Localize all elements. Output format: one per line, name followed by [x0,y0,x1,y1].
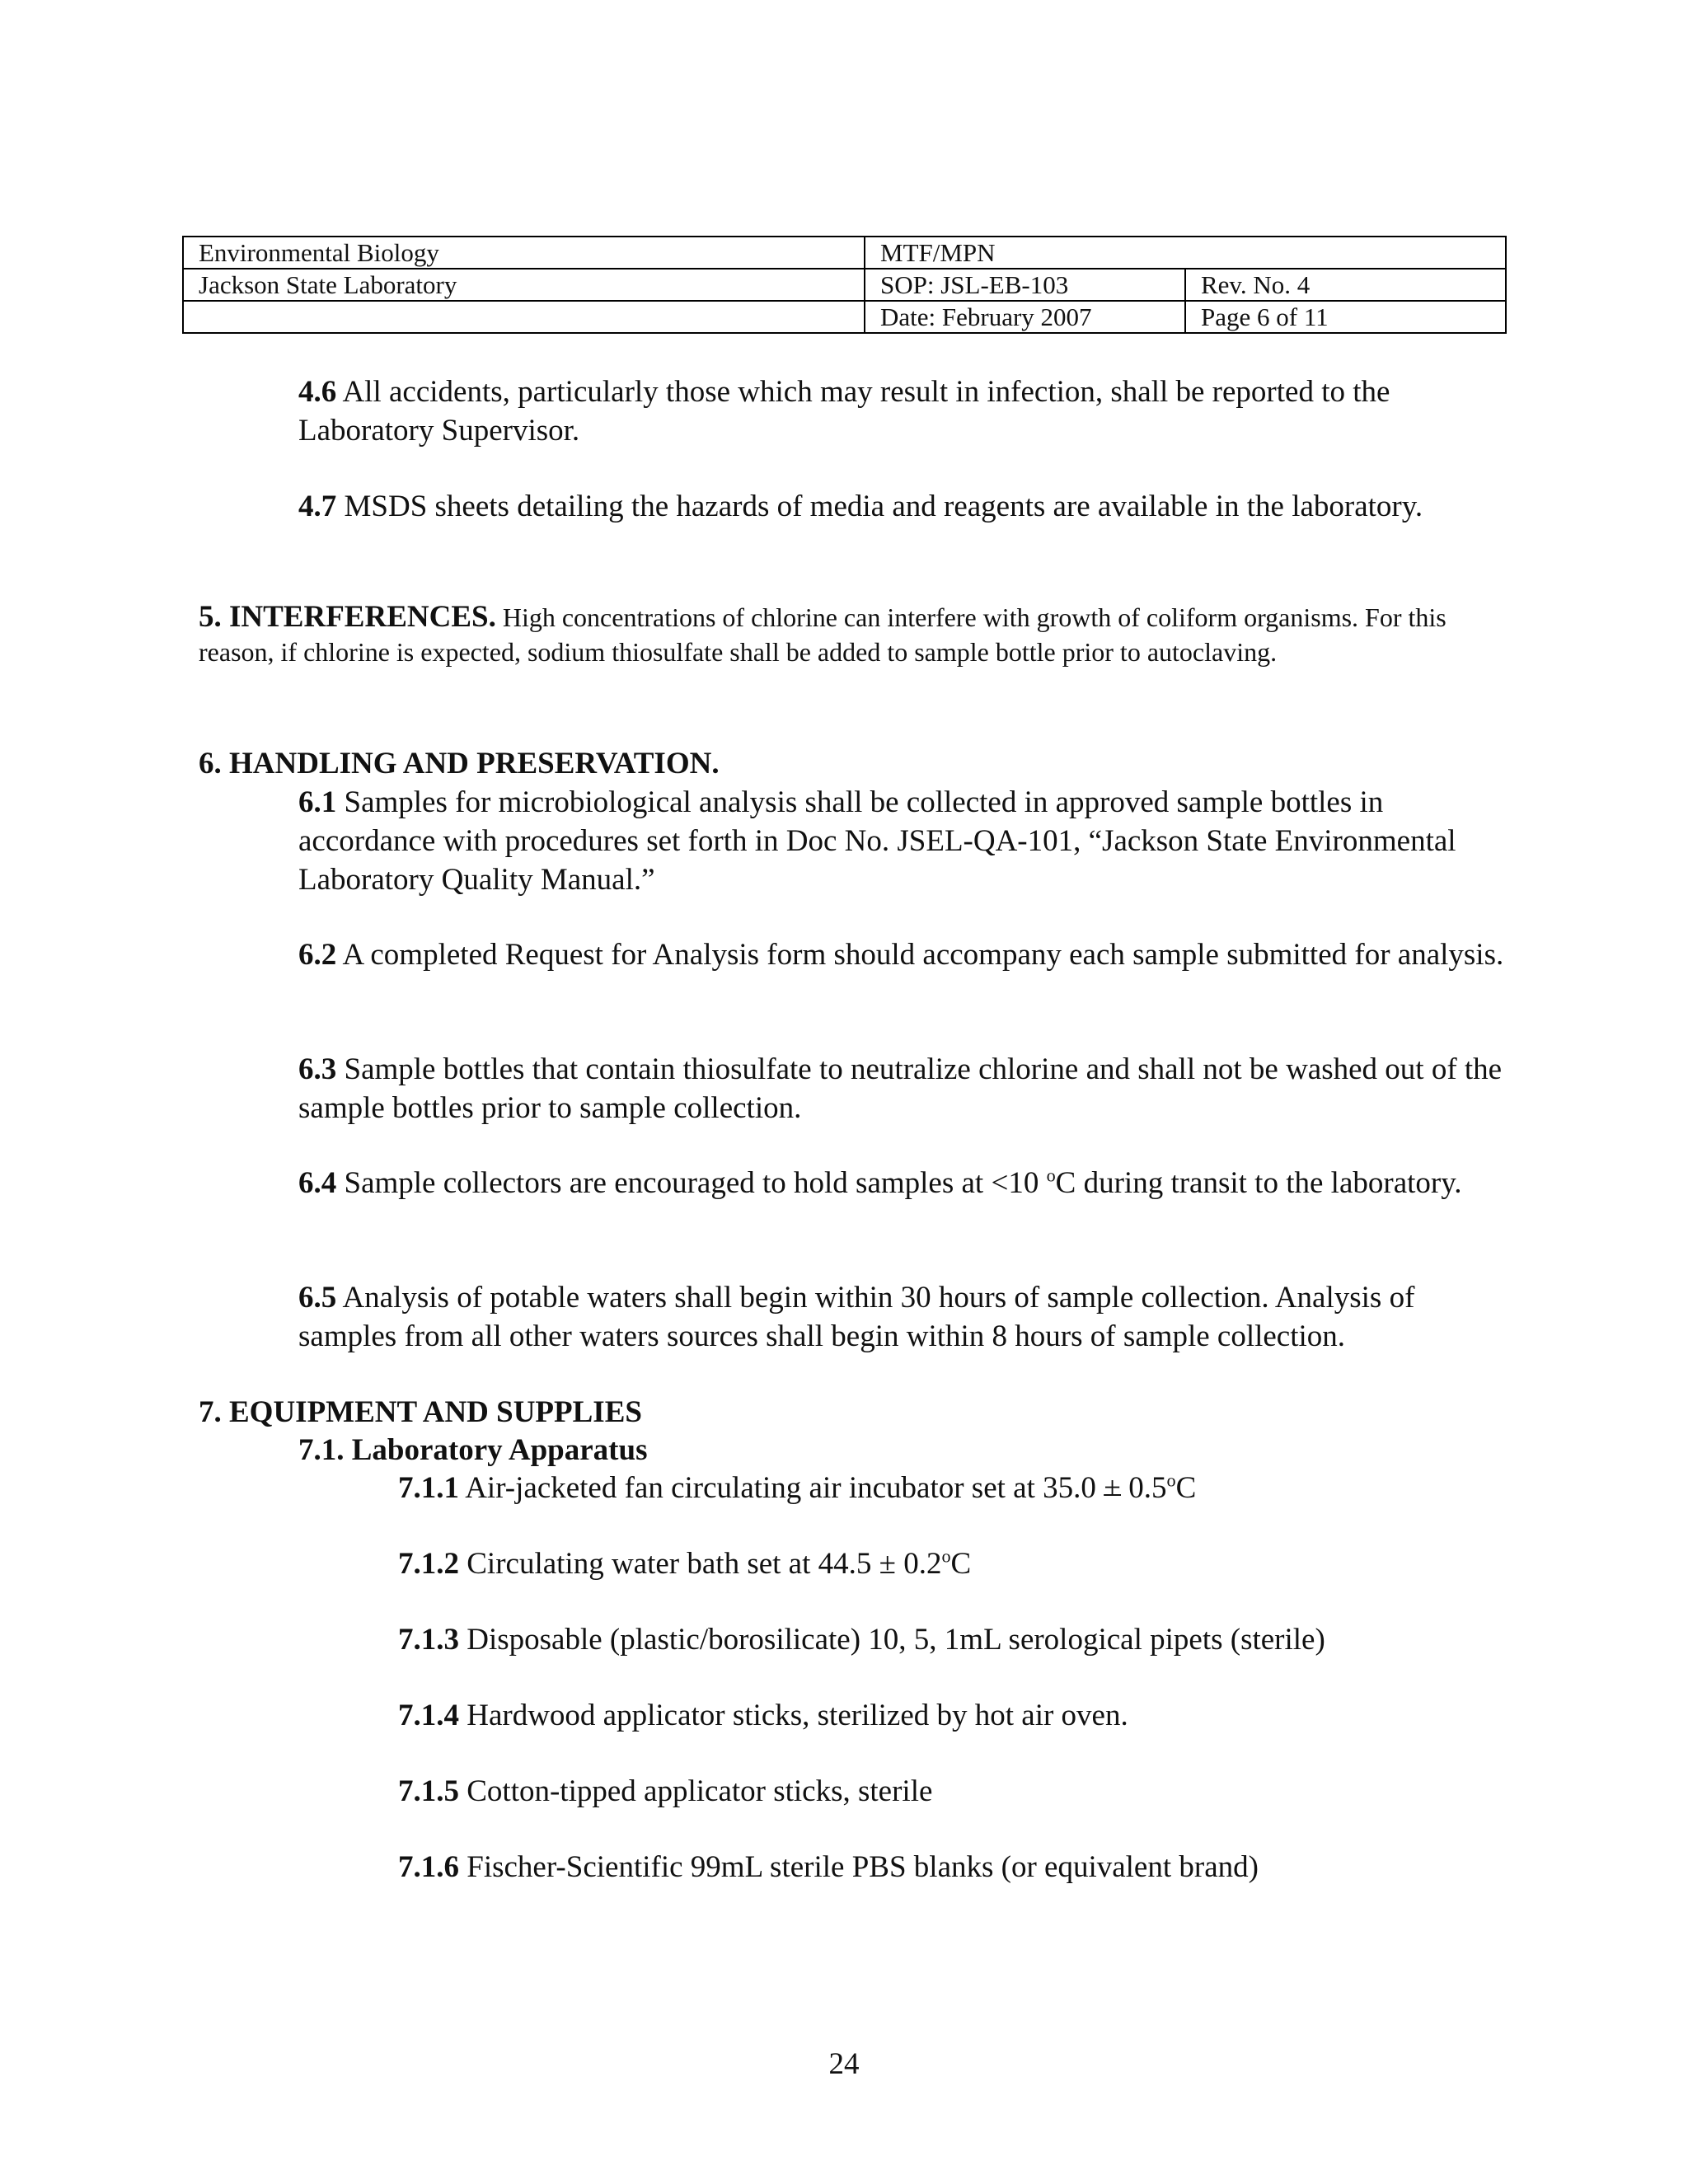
degree-superscript: o [1166,1469,1176,1491]
header-date: Date: February 2007 [865,301,1185,333]
item-7-1-5 [398,1772,1507,1811]
degree-superscript: o [1046,1165,1056,1186]
header-empty-cell [183,301,865,333]
item-7-1-2 [398,1544,1507,1583]
item-text: All accidents, particularly those which may result in infection, shall be reported to the Laboratory Supervisor. [298,375,1390,448]
paragraph-4-6 [298,373,1510,450]
header-method: MTF/MPN [865,237,1506,269]
header-sop: SOP: JSL-EB-103 [865,269,1185,301]
item-text: C during transit to the laboratory. [1055,1166,1462,1200]
item-text: Fischer-Scientific 99mL sterile PBS blanks (or equivalent brand) [459,1850,1259,1884]
item-7-1-6 [398,1848,1507,1886]
item-number: 6.3 [298,1052,337,1086]
page-number: 24 [828,2047,860,2081]
header-lab: Jackson State Laboratory [183,269,865,301]
header-row [183,269,1506,301]
header-row [183,301,1506,333]
item-text: Disposable (plastic/borosilicate) 10, 5, 1mL serological pipets (sterile) [459,1623,1325,1657]
item-text: Sample bottles that contain thiosulfate to neutralize chlorine and shall not be washed out of the sample bottles prior to sample collection. [298,1052,1503,1125]
subsection-7-1-heading: 7.1. Laboratory Apparatus [298,1433,648,1467]
item-text: Analysis of potable waters shall begin within 30 hours of sample collection. Analysis of samples from all other waters sources shall begin within 8 hours of sample collection. [298,1281,1415,1353]
paragraph-6-3 [298,1050,1510,1127]
item-number: 7.1.2 [398,1547,459,1581]
header-page: Page 6 of 11 [1185,301,1506,333]
document-header-table [182,236,1507,334]
item-number: 6.4 [298,1166,337,1200]
header-rev: Rev. No. 4 [1185,269,1506,301]
section-text: High concentrations of chlorine can interfere with growth of coliform organisms. For this reason, if chlorine is expected, sodium thiosulfate shall be added to sample bottle prior to autoclaving. [199,602,1447,667]
item-7-1-1 [398,1469,1507,1507]
section-heading: 5. INTERFERENCES. [199,600,496,634]
item-number: 6.2 [298,938,337,972]
item-text: MSDS sheets detailing the hazards of media and reagents are available in the laboratory. [336,490,1423,523]
degree-superscript: o [941,1545,951,1567]
item-number: 7.1.3 [398,1623,459,1657]
item-text: C [950,1547,972,1581]
section-5-interferences [199,600,1501,669]
section-6-heading: 6. HANDLING AND PRESERVATION. [199,747,720,780]
header-org: Environmental Biology [183,237,865,269]
item-number: 7.1.5 [398,1774,459,1808]
item-7-1-3 [398,1620,1507,1659]
paragraph-6-1 [298,783,1510,899]
item-number: 7.1.4 [398,1699,459,1732]
item-number: 6.1 [298,785,337,819]
item-text: Hardwood applicator sticks, sterilized by hot air oven. [459,1699,1128,1732]
paragraph-4-7 [298,487,1510,526]
paragraph-6-4 [298,1164,1510,1202]
item-7-1-4 [398,1696,1507,1735]
item-number: 7.1.6 [398,1850,459,1884]
item-text: Circulating water bath set at 44.5 ± 0.2 [459,1547,942,1581]
item-text: A completed Request for Analysis form should accompany each sample submitted for analysis. [336,938,1504,972]
item-number: 4.7 [298,490,337,523]
item-number: 4.6 [298,375,337,409]
item-text: 0.5 [1121,1471,1167,1505]
item-text: Samples for microbiological analysis shall be collected in approved sample bottles in accordance with procedures set forth in Doc No. JSEL-QA-101, “Jackson State Environmental Laboratory Quality Manual.” [298,785,1456,897]
item-text: C [1175,1471,1197,1505]
paragraph-6-2 [298,935,1510,974]
item-text: Sample collectors are encouraged to hold samples at <10 [336,1166,1047,1200]
item-number: 7.1.1 [398,1471,459,1505]
section-7-heading: 7. EQUIPMENT AND SUPPLIES [199,1395,642,1429]
paragraph-6-5 [298,1278,1510,1356]
header-row [183,237,1506,269]
item-number: 6.5 [298,1281,337,1315]
item-text: Air-jacketed fan circulating air incubator set at 35.0 [459,1471,1104,1505]
item-text: Cotton-tipped applicator sticks, sterile [459,1774,933,1808]
plus-minus-symbol: + [1104,1471,1121,1505]
